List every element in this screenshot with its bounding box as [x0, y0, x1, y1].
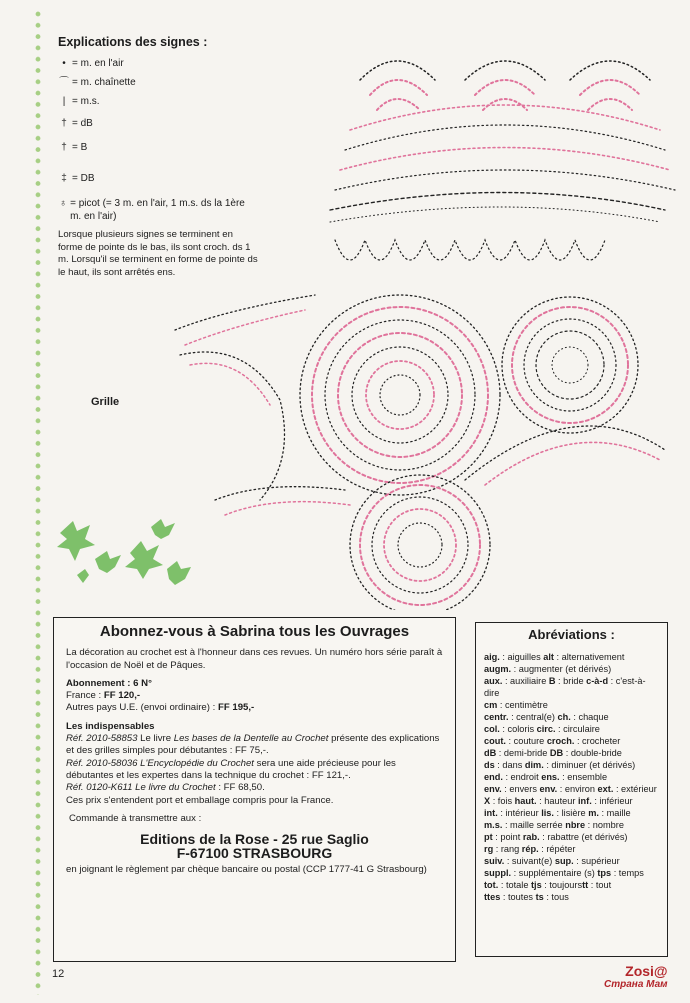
abbreviation-row	[484, 747, 659, 759]
abbreviation-key: croch.	[546, 736, 575, 746]
abbreviation-value: : tous	[543, 892, 569, 902]
abbreviation-value: : lisière	[553, 808, 589, 818]
dotted-border	[34, 10, 42, 995]
legend-item: † = dB	[58, 117, 258, 130]
abbreviation-row	[484, 663, 659, 675]
france-price-line: France : FF 120,-	[66, 690, 141, 702]
abbreviation-row	[484, 723, 659, 735]
abbreviation-row	[484, 783, 659, 795]
legend-note: Lorsque plusieurs signes se terminent en forme de pointe ds le bas, ils sont croch. ds 1 m. Lorsqu'il se terminent en forme de pointe ds le haut, ils sont arrêtés ens.	[58, 229, 258, 278]
abbreviation-value: : auxiliaire	[502, 676, 549, 686]
abbreviation-value: : inférieur	[591, 796, 633, 806]
abbreviation-value: : suivant(e)	[504, 856, 555, 866]
abbreviation-row	[484, 771, 659, 783]
abbreviation-row	[484, 891, 659, 903]
central-motif	[300, 295, 500, 495]
abbreviation-key: circ.	[536, 724, 556, 734]
abbreviation-key: ens.	[541, 772, 560, 782]
abbreviation-value: : tout	[588, 880, 612, 890]
publisher-address: Editions de la Rose - 25 rue Saglio	[140, 831, 369, 848]
ivy-leaves-icon	[55, 513, 195, 593]
subscription-box	[53, 617, 456, 962]
half-double-crochet-icon: †	[61, 118, 67, 129]
legend-title: Explications des signes :	[58, 35, 208, 49]
abbreviation-value: : toutes	[500, 892, 536, 902]
abbreviation-value: : alternativement	[553, 652, 625, 662]
page-number: 12	[52, 968, 65, 980]
abbreviation-key: col.	[484, 724, 500, 734]
legend-item: ‡ = DB	[58, 172, 258, 185]
legend-item: • = m. en l'air	[58, 57, 258, 70]
abbreviation-row	[484, 831, 659, 843]
abbreviation-value: : bride	[555, 676, 587, 686]
abbreviation-key: lis.	[541, 808, 554, 818]
payment-note: en joignant le règlement par chèque bancaire ou postal (CCP 1777-41 G Strasbourg)	[66, 863, 427, 875]
abbreviation-value: : endroit	[502, 772, 542, 782]
abbreviation-key: ds	[484, 760, 495, 770]
abbreviation-value: : central(e)	[508, 712, 558, 722]
crochet-diagram	[165, 40, 685, 610]
abbreviation-key: aig.	[484, 652, 500, 662]
commande-line: Commande à transmettre aux :	[69, 812, 202, 824]
abbreviation-key: c-à-d	[586, 676, 609, 686]
abbreviation-row	[484, 855, 659, 867]
abbreviation-value: : fois	[490, 796, 515, 806]
top-fan-left	[360, 61, 435, 110]
subscription-intro: La décoration au crochet est à l'honneur dans ces revues. Un numéro hors série paraît à l'occasion de Noël et de Pâques.	[66, 647, 443, 671]
abbreviation-key: ext.	[597, 784, 614, 794]
abbreviation-key: augm.	[484, 664, 512, 674]
abbreviation-key: cout.	[484, 736, 506, 746]
abbreviation-key: int.	[484, 808, 498, 818]
abbreviation-value: : intérieur	[497, 808, 542, 818]
abbreviation-value: : supérieur	[573, 856, 620, 866]
single-crochet-icon: |	[62, 96, 66, 107]
abbreviation-value: : rabattre (et dérivés)	[539, 832, 628, 842]
abbreviation-key: X	[484, 796, 491, 806]
abbreviation-key: dB	[484, 748, 497, 758]
autres-price-line: Autres pays U.E. (envoi ordinaire) : FF 195,-	[66, 702, 255, 714]
abbreviation-value: : toujours	[541, 880, 583, 890]
prices-note: Ces prix s'entendent port et emballage compris pour la France.	[66, 794, 334, 806]
abbreviation-key: aux.	[484, 676, 503, 686]
abbreviation-value: : environ	[557, 784, 598, 794]
abbreviation-key: pt	[484, 832, 493, 842]
abbreviations-title: Abréviations :	[528, 627, 615, 642]
abbreviation-row	[484, 675, 659, 699]
abbreviation-value: : hauteur	[536, 796, 578, 806]
abbreviation-row	[484, 735, 659, 747]
abbreviation-key: env.	[539, 784, 558, 794]
abbreviation-value: : circulaire	[555, 724, 600, 734]
double-crochet-icon: †	[61, 142, 67, 153]
abbreviation-value: : chaque	[570, 712, 609, 722]
abbreviation-row	[484, 795, 659, 807]
grille-label: Grille	[91, 396, 120, 408]
abbreviation-value: : totale	[498, 880, 531, 890]
abbreviation-row	[484, 711, 659, 723]
abbreviation-value: : crocheter	[574, 736, 621, 746]
abbreviation-value: : extérieur	[613, 784, 657, 794]
abbreviation-value: : diminuer (et dérivés)	[543, 760, 636, 770]
abbreviation-value: : coloris	[499, 724, 537, 734]
abbreviation-value: : supplémentaire (s)	[511, 868, 598, 878]
abbreviation-value: : demi-bride	[496, 748, 550, 758]
abbreviation-row	[484, 651, 659, 663]
right-motif	[502, 297, 638, 433]
abbreviation-key: sup.	[554, 856, 574, 866]
treble-crochet-icon: ‡	[61, 173, 67, 184]
abbreviation-key: rép.	[521, 844, 539, 854]
abbreviation-key: rg	[484, 844, 494, 854]
abbreviation-value: : centimètre	[497, 700, 548, 710]
abbreviation-row	[484, 807, 659, 819]
abbreviation-value: : nombre	[585, 820, 624, 830]
abbreviation-key: haut.	[514, 796, 537, 806]
abbreviation-key: dim.	[524, 760, 544, 770]
abbreviation-row	[484, 759, 659, 771]
abbreviations-box	[475, 622, 668, 957]
abbreviation-key: end.	[484, 772, 503, 782]
abbreviation-value: : c'est-à-dire	[484, 676, 646, 698]
top-fan-middle	[465, 61, 545, 110]
abbreviation-value: : couture	[505, 736, 547, 746]
publisher-city: F-67100 STRASBOURG	[176, 845, 333, 862]
legend-item: ⌒ = m. chaînette	[59, 77, 136, 88]
abbreviation-value: : double-bride	[563, 748, 622, 758]
abbreviation-key: suiv.	[484, 856, 505, 866]
abbreviation-value: : ensemble	[559, 772, 608, 782]
ref-item: Réf. 2010-58853 Le livre Les bases de la Dentelle au Crochet présente des explications et des grilles simples pour débutantes : FF 75,-.	[66, 733, 440, 757]
ref-item: Réf. 0120-K611 Le livre du Crochet : FF 68,50.	[66, 782, 265, 794]
top-fan-right	[570, 61, 650, 110]
abbreviation-value: : aiguilles	[499, 652, 544, 662]
abbreviation-value: : augmenter (et dérivés)	[511, 664, 612, 674]
legend-item: ♁ = picot (= 3 m. en l'air, 1 m.s. ds la 1ère m. en l'air)	[59, 198, 245, 222]
legend-item: † = B	[58, 141, 258, 154]
watermark: Zosi@ Страна Мам	[604, 963, 668, 990]
abbreviation-key: tjs	[530, 880, 542, 890]
abbreviation-row	[484, 819, 659, 831]
abbreviation-value: : rang	[493, 844, 522, 854]
abbreviation-key: B	[548, 676, 556, 686]
abbreviation-key: tt	[582, 880, 589, 890]
abbreviation-row	[484, 867, 659, 879]
slip-stitch-icon: ⌒	[59, 77, 69, 88]
indispensables-title: Les indispensables	[66, 720, 155, 732]
abbreviation-row	[484, 843, 659, 855]
subscription-title: Abonnez-vous à Sabrina tous les Ouvrages	[99, 623, 410, 640]
abbreviation-row	[484, 879, 659, 891]
abbreviation-key: alt	[543, 652, 554, 662]
abbreviation-value: : maille	[598, 808, 631, 818]
abbreviation-key: suppl.	[484, 868, 512, 878]
abbreviation-key: ch.	[557, 712, 571, 722]
abbreviation-key: ts	[535, 892, 544, 902]
abbreviation-key: DB	[549, 748, 564, 758]
abbreviation-value: : point	[492, 832, 523, 842]
abbreviation-value: : dans	[494, 760, 525, 770]
abbreviation-key: cm	[484, 700, 498, 710]
picot-icon: ♁	[59, 198, 67, 209]
abbreviation-key: inf.	[577, 796, 592, 806]
abbreviation-key: m.s.	[484, 820, 503, 830]
bottom-motif	[350, 475, 490, 610]
abbreviation-row	[484, 699, 659, 711]
abbreviation-value: : maille serrée	[502, 820, 566, 830]
abonnement-label: Abonnement : 6 N°	[66, 677, 152, 689]
abbreviation-value: : envers	[501, 784, 540, 794]
abbreviation-key: m.	[588, 808, 599, 818]
abbreviation-value: : temps	[611, 868, 644, 878]
abbreviation-value: : répéter	[538, 844, 576, 854]
abbreviation-key: tps	[597, 868, 612, 878]
chain-stitch-icon: •	[62, 58, 66, 69]
abbreviation-key: env.	[484, 784, 502, 794]
abbreviation-key: tot.	[484, 880, 499, 890]
legend-item: | = m.s.	[58, 95, 258, 108]
abbreviation-key: rab.	[522, 832, 540, 842]
abbreviations-list	[484, 651, 659, 903]
abbreviation-key: nbre	[565, 820, 586, 830]
abbreviation-key: ttes	[484, 892, 501, 902]
abbreviation-key: centr.	[484, 712, 509, 722]
ref-item: Réf. 2010-58036 L'Encyclopédie du Crochet sera une aide précieuse pour les débutantes et les expertes dans la technique du crochet : FF 121,-.	[66, 757, 396, 781]
